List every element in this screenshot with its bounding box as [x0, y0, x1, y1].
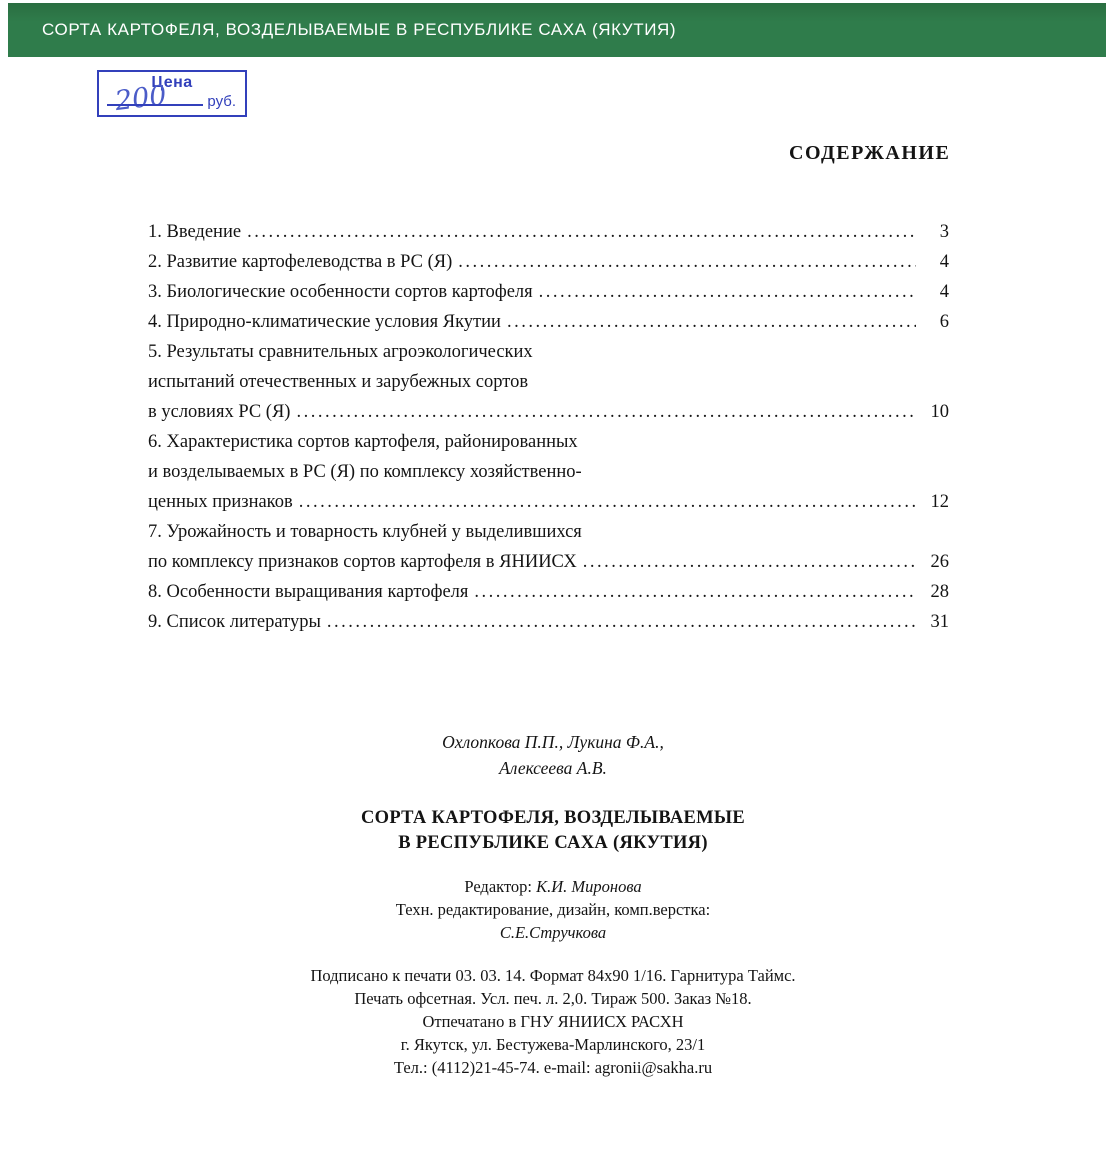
- imprint-line: Подписано к печати 03. 03. 14. Формат 84х90 1/16. Гарнитура Таймс.: [310, 966, 796, 985]
- toc-entry-line: [148, 577, 949, 607]
- toc-entry: [148, 337, 949, 427]
- toc-entry-text: 4. Природно-климатические условия Якутии: [148, 312, 501, 332]
- toc-entry-text: 7. Урожайность и товарность клубней у выделившихся: [148, 522, 582, 542]
- tech-editing-line: Техн. редактирование, дизайн, комп.верстка:: [395, 900, 711, 919]
- toc-dot-leader: [583, 547, 916, 577]
- imprint-block: [0, 964, 1106, 1079]
- price-currency-label: руб.: [207, 93, 236, 110]
- toc-entry-line: [148, 307, 949, 337]
- handwritten-price-value: 200: [113, 79, 169, 118]
- toc-entry-line: [148, 607, 949, 637]
- toc-entry-text: 8. Особенности выращивания картофеля: [148, 582, 469, 602]
- toc-page-number: 12: [930, 492, 949, 512]
- author-line: Охлопкова П.П., Лукина Ф.А.,: [442, 732, 664, 752]
- toc-entry-line: [148, 457, 949, 487]
- toc-entry-text: ценных признаков: [148, 492, 293, 512]
- toc-entry-line: [148, 367, 949, 397]
- toc-page-number: 3: [939, 222, 949, 242]
- toc-entry-line: [148, 277, 949, 307]
- toc-entry: [148, 247, 949, 277]
- toc-entry-text: 6. Характеристика сортов картофеля, районированных: [148, 432, 578, 452]
- toc-entry-text: испытаний отечественных и зарубежных сортов: [148, 372, 529, 392]
- toc-dot-leader: [247, 217, 916, 247]
- toc-entry: [148, 307, 949, 337]
- toc-heading: СОДЕРЖАНИЕ: [789, 142, 951, 164]
- toc-page-number: 31: [930, 612, 949, 632]
- toc-entry-line: [148, 337, 949, 367]
- toc-page-number: 4: [939, 252, 949, 272]
- toc-entry: [148, 517, 949, 577]
- tech-editor-name: С.Е.Стручкова: [499, 923, 607, 942]
- toc-entry-text: 9. Список литературы: [148, 612, 321, 632]
- imprint-line: Тел.: (4112)21-45-74. e-mail: agronii@sakha.ru: [393, 1058, 713, 1077]
- toc-dot-leader: [474, 577, 916, 607]
- toc-entry: [148, 277, 949, 307]
- toc-dot-leader: [299, 487, 916, 517]
- book-title-line: В РЕСПУБЛИКЕ САХА (ЯКУТИЯ): [398, 833, 708, 853]
- toc-entry-text: по комплексу признаков сортов картофеля в ЯНИИСХ: [148, 552, 577, 572]
- toc-dot-leader: [296, 397, 916, 427]
- imprint-line: Отпечатано в ГНУ ЯНИИСХ РАСХН: [422, 1012, 684, 1031]
- authors-block: [0, 729, 1106, 781]
- toc-entry-text: и возделываемых в РС (Я) по комплексу хозяйственно-: [148, 462, 582, 482]
- author-line: Алексеева А.В.: [499, 758, 607, 778]
- toc-page-number: 28: [930, 582, 949, 602]
- toc-page-number: 26: [930, 552, 949, 572]
- editor-name: К.И. Миронова: [536, 877, 642, 896]
- price-stamp: [97, 70, 247, 117]
- toc-page-number: 4: [939, 282, 949, 302]
- toc-list: [148, 217, 949, 637]
- toc-entry-line: [148, 397, 949, 427]
- toc-entry-text: 2. Развитие картофелеводства в РС (Я): [148, 252, 453, 272]
- editorial-block: [0, 875, 1106, 944]
- book-title: [0, 806, 1106, 856]
- toc-entry-text: 5. Результаты сравнительных агроэкологических: [148, 342, 533, 362]
- toc-entry-line: [148, 517, 949, 547]
- toc-dot-leader: [539, 277, 916, 307]
- toc-entry-line: [148, 487, 949, 517]
- price-blank-line: [107, 104, 203, 106]
- toc-entry-line: [148, 247, 949, 277]
- toc-entry-line: [148, 547, 949, 577]
- book-title-line: СОРТА КАРТОФЕЛЯ, ВОЗДЕЛЫВАЕМЫЕ: [360, 808, 746, 828]
- toc-entry: [148, 607, 949, 637]
- toc-entry: [148, 427, 949, 517]
- toc-entry-line: [148, 427, 949, 457]
- toc-page-number: 10: [930, 402, 949, 422]
- toc-entry-text: 3. Биологические особенности сортов картофеля: [148, 282, 533, 302]
- toc-entry-line: [148, 217, 949, 247]
- header-band: [8, 3, 1106, 57]
- toc-dot-leader: [507, 307, 916, 337]
- imprint-line: Печать офсетная. Усл. печ. л. 2,0. Тираж 500. Заказ №18.: [354, 989, 752, 1008]
- colophon: [0, 729, 1106, 1079]
- toc-dot-leader: [327, 607, 916, 637]
- toc-entry: [148, 217, 949, 247]
- toc-page-number: 6: [939, 312, 949, 332]
- toc-entry-text: в условиях РС (Я): [148, 402, 291, 422]
- editor-line: [0, 875, 1106, 898]
- price-stamp-label: Цена: [151, 74, 193, 91]
- toc-entry-text: 1. Введение: [148, 222, 242, 242]
- imprint-line: г. Якутск, ул. Бестужева-Марлинского, 23/1: [400, 1035, 706, 1054]
- editor-label: Редактор:: [464, 877, 533, 896]
- header-title: СОРТА КАРТОФЕЛЯ, ВОЗДЕЛЫВАЕМЫЕ В РЕСПУБЛИКЕ САХА (ЯКУТИЯ): [42, 20, 677, 39]
- toc-entry: [148, 577, 949, 607]
- toc-dot-leader: [458, 247, 916, 277]
